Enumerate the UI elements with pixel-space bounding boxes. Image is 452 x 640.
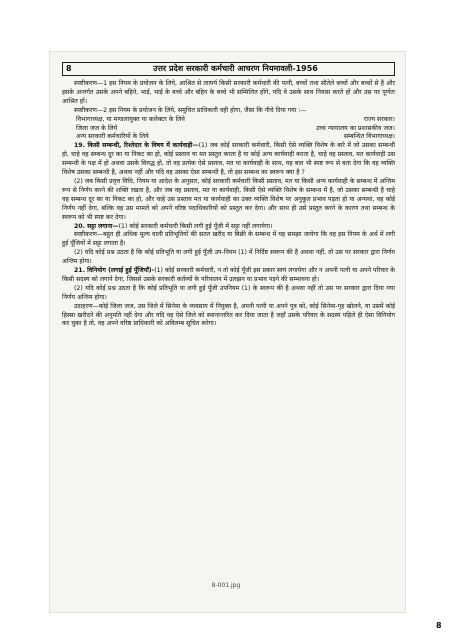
authority-right: राज्य सरकार। xyxy=(363,115,395,123)
paragraph-rule-21 xyxy=(62,267,395,285)
authority-table xyxy=(62,116,395,143)
rule-19-text: (1) जब कोई सरकारी कर्मचारी, किसी ऐसे व्यक्ति विशेष के बारे में जो उसका सम्बन्धी हो, चाहे वह सम्बन्ध दूर का या निकट का हो, कोई प्रस्ताव या मत प्रस्तुत करता है या कोई अन्य कार्यवाही करता है, चाहे वह प्रस्ताव, मत कार्यवाही उस सम्बन्धी के पक्ष में हो अथवा उसके विरुद्ध हो, तो वह प्रत्येक ऐसे प्रस्ताव, मत या कार्यवाही के साथ, यह बात भी स्पष्ट रूप से बता देगा कि वह व्यक्ति विशेष उसका सम्बन्धी है, अथवा नहीं और यदि वह उसका ऐसा सम्बन्धी है, तो इस सम्बन्ध का स्वरूप क्या है ? xyxy=(62,142,395,177)
rule-20-text: (1) कोई सरकारी कर्मचारी किसी लगी हुई पूँजी में सट्टा नहीं लगायेगा। xyxy=(118,222,273,230)
rule-21-text: (1) कोई सरकारी कर्मचारी, न तो कोई पूँजी इस प्रकार स्वयं लगायेगा और न अपनी पत्नी या अपने परिवार के किसी सदस्य को लगाने देगा, जिससे उसके सरकारी कर्तव्यों के परिपालन में उलझन या प्रभाव पड़ने की सम्भावना हो। xyxy=(62,267,395,283)
paragraph-rule-19-2: (2) जब किसी प्रवृत्त विधि, नियम या आदेश के अनुसार, कोई सरकारी कर्मचारी किसी प्रस्ताव, मत या किसी अन्य कार्यवाही के सम्बन्ध में अन्तिम रूप से निर्णय करने की शक्ति रखता है, और जब वह प्रस्ताव, मत या कार्यवाही, किसी ऐसे व्यक्ति विशेष के सम्बन्ध में है, जो उसका सम्बन्धी है चाहे वह सम्बन्ध दूर का या निकट का हो, और चाहे उस प्रस्ताव मत या कार्यवाही का उक्त व्यक्ति विशेष पर अनुकूल प्रभाव पड़ता हो या अन्यथा, वह कोई निर्णय नहीं देगा, बल्कि वह उस मामले को अपने वरिष्ठ पदाधिकारियों को प्रस्तुत कर देगा। और साथ ही उसे प्रस्तुत करने के कारण तथा सम्बन्ध के स्वरूप को भी स्पष्ट कर देगा। xyxy=(62,177,395,221)
page-number: 8 xyxy=(436,621,442,630)
paragraph-explanation-1: स्पष्टीकरण—1 इस नियम के प्रयोजन के लिये, आश्रित से तात्पर्य किसी सरकारी कर्मचारी की पत्नी, बच्चों तथा सौतेले बच्चों और बच्चों से है और इसके अन्तर्गत उसके अपने बहिने, भाई, भाई के बच्चे और बहिन के बच्चे भी सम्मिलित होंगे, यदि वे उसके साथ निवास करते हों और उस पर पूर्णतः आश्रित हों। xyxy=(62,80,395,105)
authority-left: अन्य सरकारी कर्मचारियों के लिये xyxy=(76,133,149,141)
paragraph-example: उदाहरण—कोई जिला जज, उस जिले में सिनेमा के व्यवसाय में नियुक्त है, अपनी पत्नी या अपने पुत्र को, कोई सिनेमा-गृह खोलने, या उसमें कोई हिस्सा खरीदने की अनुमति नहीं देगा और यदि वह ऐसे जिले को स्थानान्तरित कर दिया जाता है जहाँ उसके परिवार के सदस्य पहिले ही ऐसा विनियोग कर चुका है तो, वह अपने वरिष्ठ प्राधिकारी को अविलम्ब सूचित करेगा। xyxy=(62,302,395,328)
authority-left: जिला जज के लिये xyxy=(76,124,118,132)
page-header xyxy=(62,62,395,76)
rule-20-heading: 20. सट्टा लगाना— xyxy=(74,222,119,230)
paragraph-rule-21-2: (2) यदि कोई प्रश्न उठता है कि कोई प्रतिभूति या लगी हुई पूँजी उपनियम (1) के स्वरूप की है अथवा नहीं तो उस पर सरकार द्वारा दिया गया निर्णय अन्तिम होगा। xyxy=(62,284,395,301)
authority-row xyxy=(62,133,395,142)
authority-right: सम्बन्धित विभागाध्यक्ष। xyxy=(343,133,395,141)
authority-row xyxy=(62,116,395,125)
header-page-number: 8 xyxy=(66,64,72,73)
paragraph-rule-20-2: (2) यदि कोई प्रश्न उठता है कि कोई प्रतिभूति या लगी हुई पूँजी उप-नियम (1) में निर्दिष्ट स्वरूप की है अथवा नहीं, तो उस पर सरकार द्वारा निर्णय अन्तिम होगा। xyxy=(62,249,395,266)
rule-21-heading: 21. विनियोग (लगाई हुई पूँजियाँ)- xyxy=(74,267,155,275)
paragraph-rule-20-explanation: स्पष्टीकरण—बहुत ही अधिक मूल्य वाली प्रतिभूतियों की सतत खरीद या बिक्री के सम्बन्ध में यह समझा जायेगा कि वह इस नियम के अर्थ में लगी हुई पूँजियों में सट्टा लगाता है। xyxy=(62,231,395,248)
paragraph-rule-19 xyxy=(62,142,395,178)
authority-left: विभागाध्यक्ष, या मण्डलायुक्त या कलेक्टर के लिये xyxy=(76,115,185,123)
paragraph-explanation-2: स्पष्टीकरण—2 इस नियम के प्रयोजन के लिये, समुचित प्राधिकारी वही होगा, जैसा कि नीचे दिया गया :— xyxy=(74,106,307,114)
rule-19-heading: 19. किसी सम्बन्धी, रिश्तेदार के विषय में कार्यवाही— xyxy=(74,142,199,150)
file-label: 8-001.jpg xyxy=(211,582,241,589)
document-body xyxy=(62,80,395,329)
authority-right: उच्च न्यायालय का प्रशासकीय जज। xyxy=(316,124,395,132)
header-title: उत्तर प्रदेश सरकारी कर्मचारी आचरण नियमावली-1956 xyxy=(153,64,318,73)
